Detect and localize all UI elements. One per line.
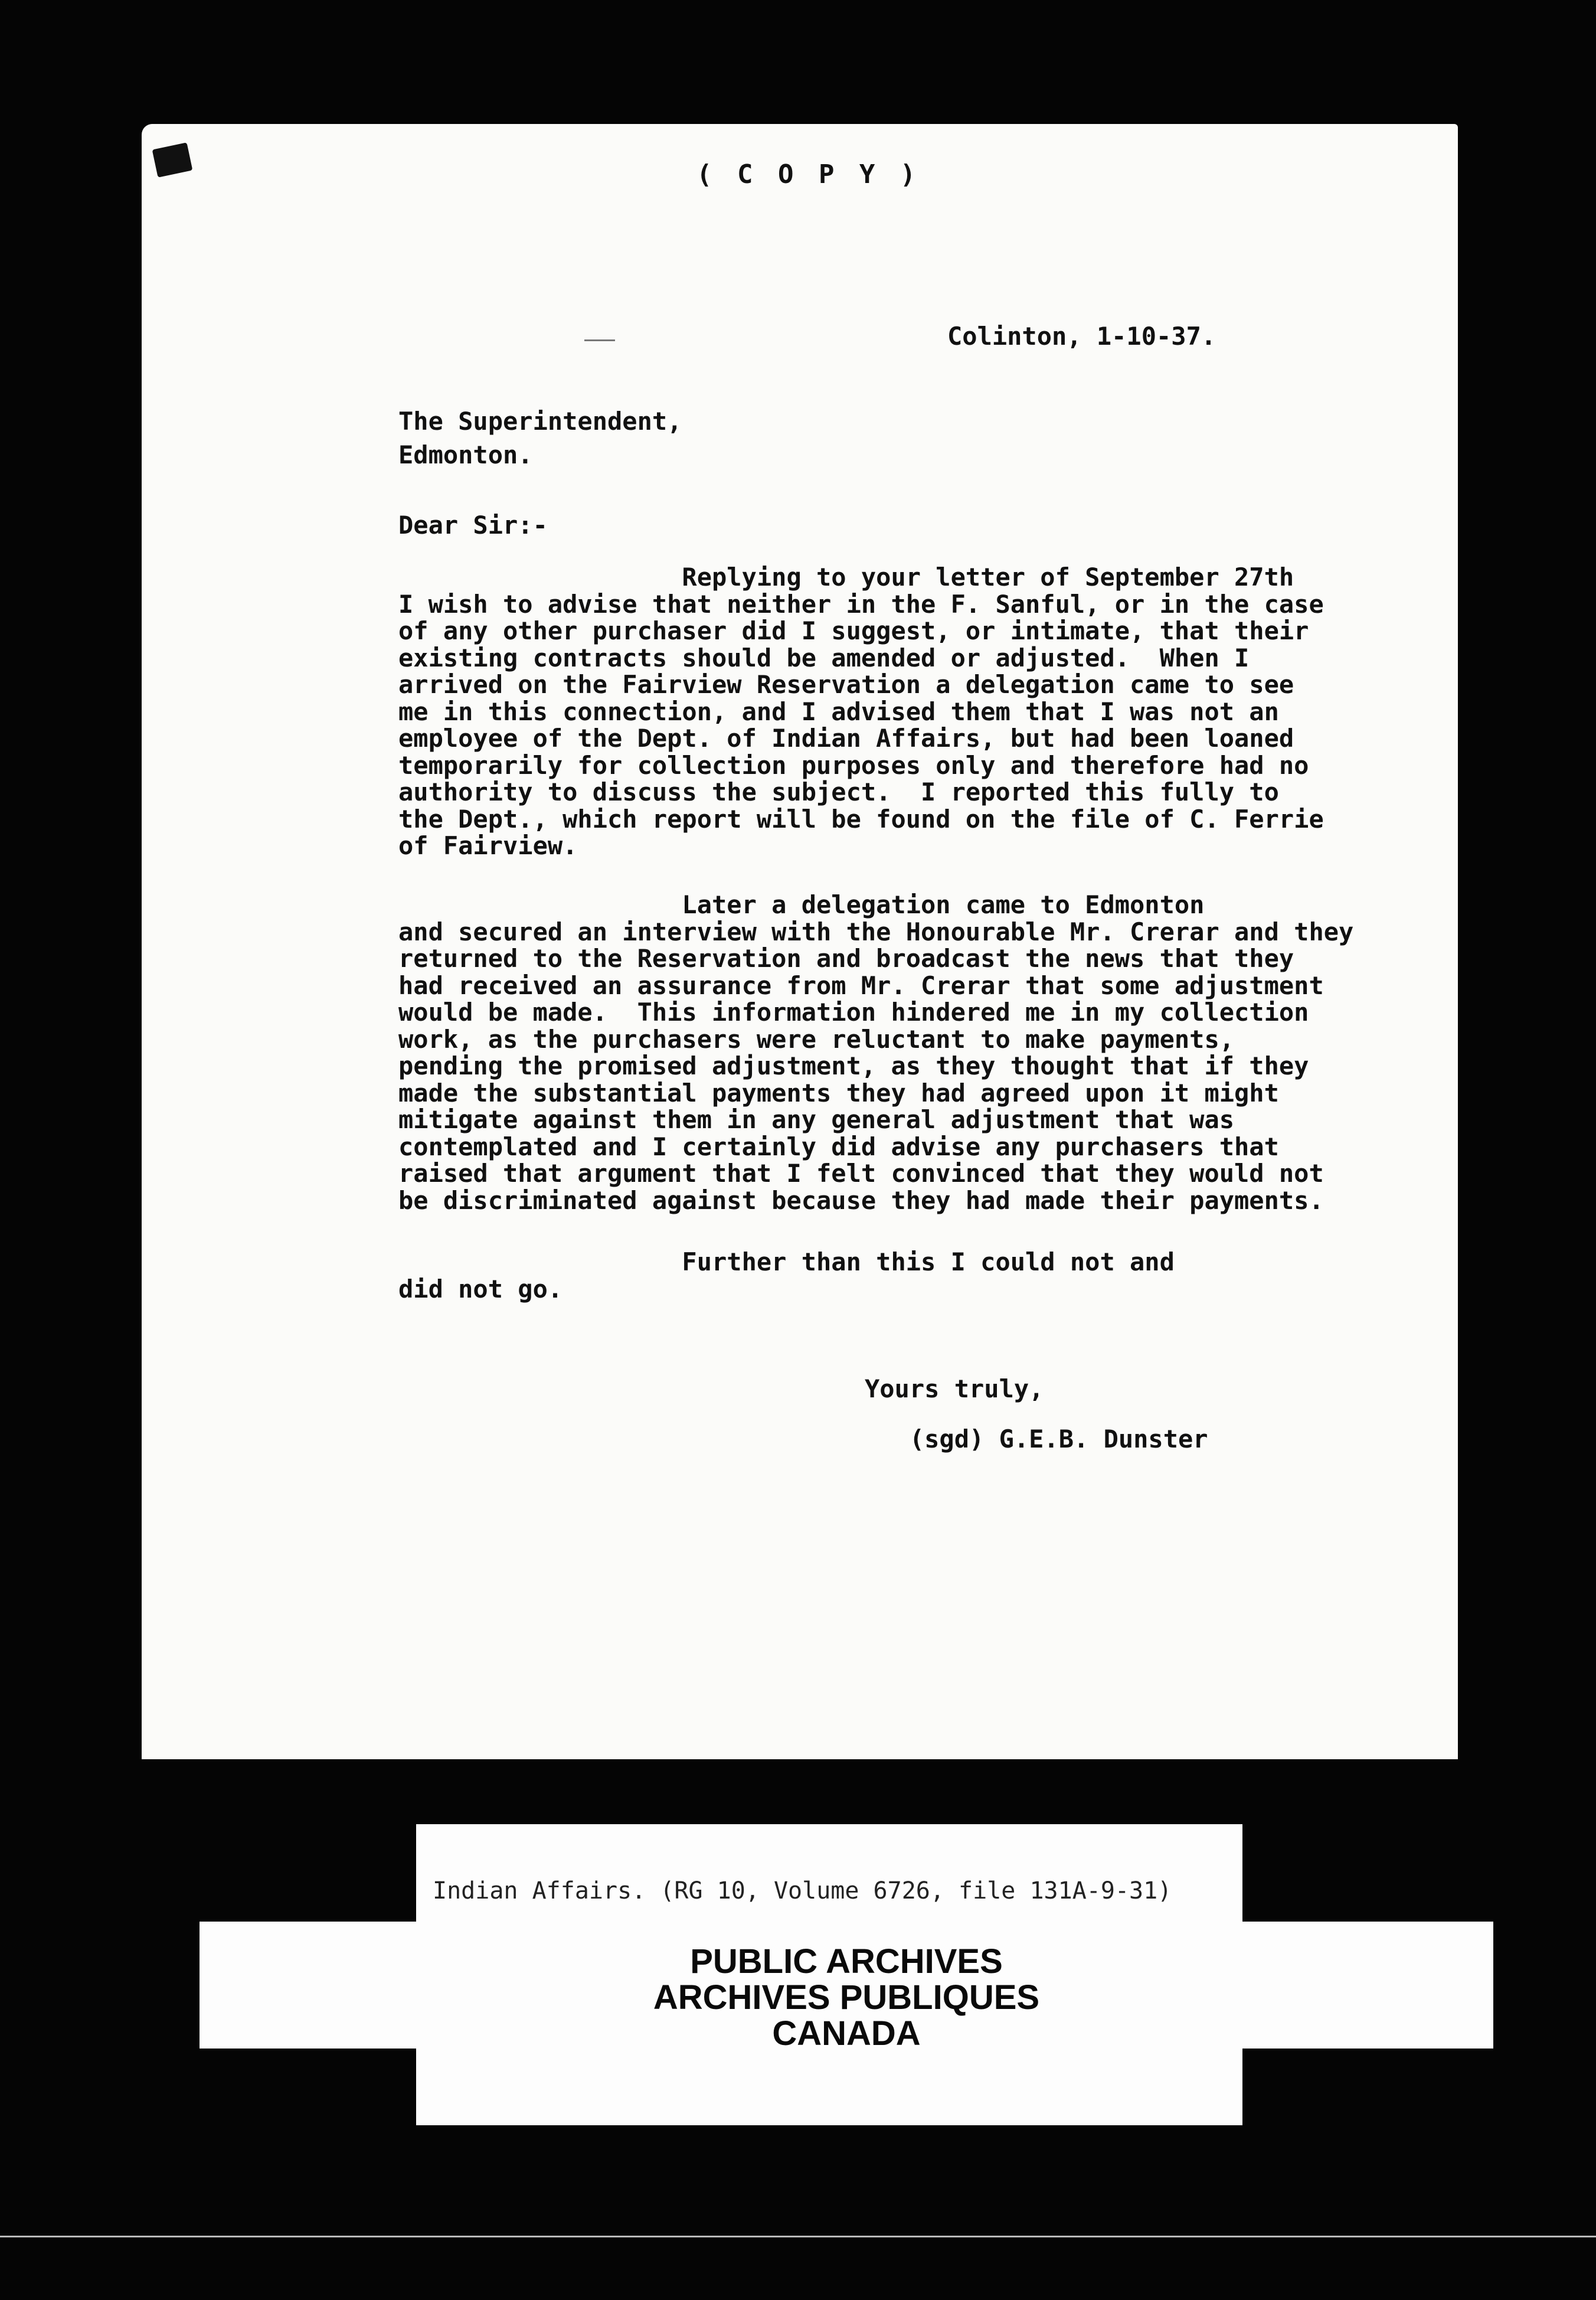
stamp-line-archives-publiques: ARCHIVES PUBLIQUES: [653, 1978, 1040, 2017]
salutation: Dear Sir:-: [398, 511, 548, 540]
body-paragraph-1: Replying to your letter of September 27th I wish to advise that neither in the F. Sanful, or in the case of any other purchaser did I suggest, or intimate, that their existing contracts should be amended or adjusted. When I arrived on the Fairview Reservation a delegation came to see me in this connection, and I advised them that I was not an employee of the Dept. of Indian Affairs, but had been loaned temporarily for collection purposes only and therefore had no authority to discuss the subject. I reported this fully to the Dept., which report will be found on the file of C. Ferrie of Fairview.: [398, 563, 1324, 860]
addressee-block: The Superintendent, Edmonton.: [398, 407, 682, 469]
stray-dash-mark: [584, 339, 615, 341]
copy-heading: ( C O P Y ): [696, 159, 921, 190]
date-line: Colinton, 1-10-37.: [947, 322, 1216, 351]
film-edge-line: [0, 2236, 1596, 2237]
stamp-line-public-archives: PUBLIC ARCHIVES: [690, 1942, 1003, 1981]
signature-block: Yours truly, (sgd) G.E.B. Dunster: [865, 1374, 1208, 1453]
body-paragraph-3: Further than this I could not and did not go.: [398, 1247, 1175, 1303]
archive-citation: Indian Affairs. (RG 10, Volume 6726, file 131A-9-31): [433, 1877, 1172, 1904]
archive-stamp: [200, 1943, 1493, 2051]
letter-page: [142, 124, 1458, 1759]
stamp-line-canada: CANADA: [772, 2014, 921, 2053]
ink-blot-mark: [152, 142, 193, 177]
body-paragraph-2: Later a delegation came to Edmonton and secured an interview with the Honourable Mr. Crerar and they returned to the Reservation and broadcast the news that they had received an assurance from Mr. Crerar that some adjustment would be made. This information hindered me in my collection work, as the purchasers were reluctant to make payments, pending the promised adjustment, as they thought that if they made the substantial payments they had agreed upon it might mitigate against them in any general adjustment that was contemplated and I certainly did advise any purchasers that raised that argument that I felt convinced that they would not be discriminated against because they had made their payments.: [398, 890, 1354, 1215]
